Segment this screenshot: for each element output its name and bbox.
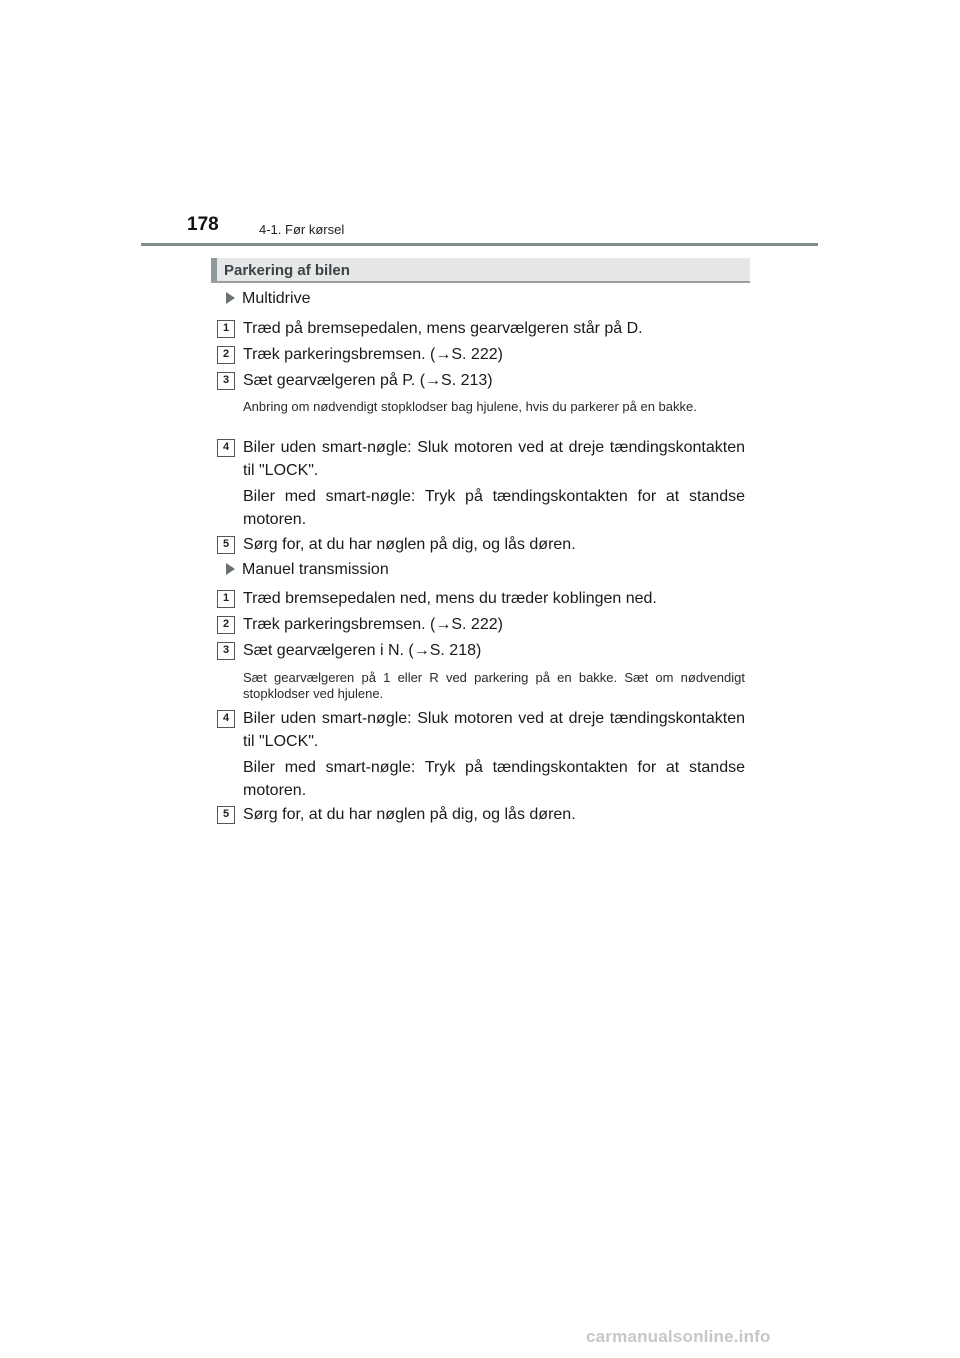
step-text: Træd på bremsepedalen, mens gearvælgeren står på D. [243, 320, 643, 337]
step-number: 2 [217, 346, 235, 364]
step-text: Træk parkeringsbremsen. (→S. 222) [243, 616, 503, 633]
step-text: Træk parkeringsbremsen. (→S. 222) [243, 346, 503, 363]
step-text: Biler uden smart-nøgle: Sluk motoren ved at dreje tændingskontakten til "LOCK". [243, 439, 745, 479]
page-number: 178 [187, 214, 219, 235]
step-number: 5 [217, 536, 235, 554]
section-accent [211, 258, 217, 281]
step-number: 1 [217, 320, 235, 338]
step-text: Biler uden smart-nøgle: Sluk motoren ved at dreje tændingskontakten til "LOCK". [243, 710, 745, 750]
step-number: 4 [217, 439, 235, 457]
section-title: Parkering af bilen [224, 262, 350, 279]
step-number: 1 [217, 590, 235, 608]
triangle-bullet-icon [226, 292, 235, 304]
step-note: Anbring om nødvendigt stopklodser bag hjulene, hvis du parkerer på en bakke. [243, 399, 697, 414]
subheading-manual-transmission [226, 561, 389, 579]
step-text: Sæt gearvælgeren på P. (→S. 213) [243, 372, 493, 389]
step-note: Sæt gearvælgeren på 1 eller R ved parkering på en bakke. Sæt om nødvendigt stopklodser ved hjulene. [243, 670, 745, 701]
step-number: 2 [217, 616, 235, 634]
header-rule [141, 243, 818, 246]
step-text: Sørg for, at du har nøglen på dig, og lås døren. [243, 806, 576, 823]
step-text-continued: Biler med smart-nøgle: Tryk på tændingskontakten for at standse motoren. [243, 488, 745, 528]
step-text: Sørg for, at du har nøglen på dig, og lås døren. [243, 536, 576, 553]
triangle-bullet-icon [226, 563, 235, 575]
step-text: Træd bremsepedalen ned, mens du træder koblingen ned. [243, 590, 657, 607]
step-number: 5 [217, 806, 235, 824]
chapter-title: 4-1. Før kørsel [259, 222, 345, 237]
subheading-label: Multidrive [242, 290, 311, 307]
step-text: Sæt gearvælgeren i N. (→S. 218) [243, 642, 482, 659]
step-text-continued: Biler med smart-nøgle: Tryk på tændingskontakten for at standse motoren. [243, 759, 745, 799]
step-number: 3 [217, 372, 235, 390]
step-number: 4 [217, 710, 235, 728]
subheading-label: Manuel transmission [242, 561, 389, 578]
subheading-multidrive [226, 290, 310, 308]
step-number: 3 [217, 642, 235, 660]
section-header [211, 258, 750, 283]
footer-watermark: carmanualsonline.info [586, 1327, 771, 1346]
